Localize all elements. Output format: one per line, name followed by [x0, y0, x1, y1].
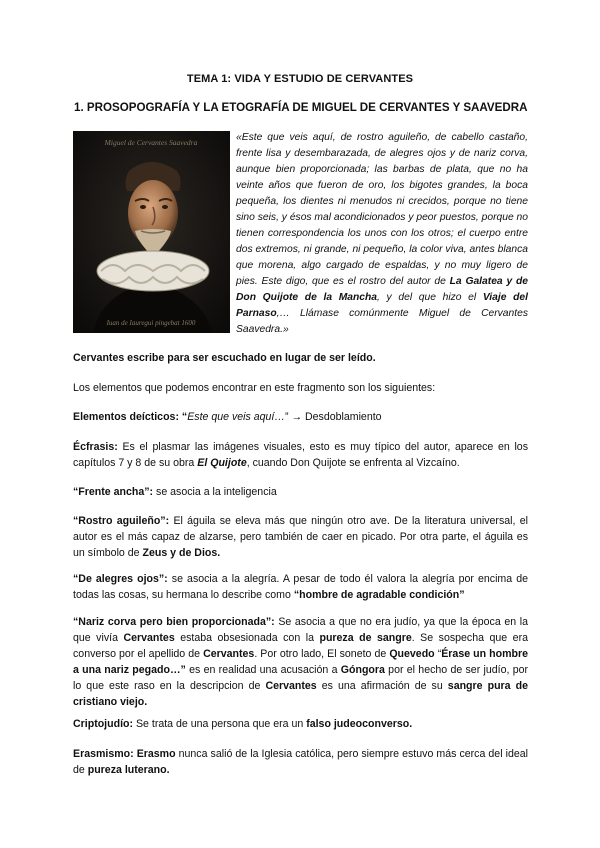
paragraph-escuchado: Cervantes escribe para ser escuchado en lugar de ser leído. — [73, 352, 376, 364]
paragraph-nariz-corva: “Nariz corva pero bien proporcionada”: Se asocia a que no era judío, ya que la época en la que vivía Cervantes estaba obsesionada con la pureza de sangre. Se sospecha que era converso por el apellido de Cervantes. Por otro lado, El soneto de Quevedo “Érase un hombre a una nariz pegado…” es en realidad una acusación a Góngora por el hecho de ser judío, por lo que este raso en la descripcion de Cervantes es una afirmación de su sangre pura de cristiano viejo. — [73, 616, 529, 708]
page-title: TEMA 1: VIDA Y ESTUDIO DE CERVANTES — [186, 73, 414, 85]
quote-works-title: La Galatea y de Don Quijote de la Mancha — [236, 276, 528, 303]
paragraph-frente-ancha: “Frente ancha”: se asocia a la inteligencia — [73, 486, 277, 498]
cervantes-portrait-image — [73, 131, 230, 333]
paragraph-rostro-aguileno: “Rostro aguileño”: El águila se eleva más que ningún otro ave. De la literatura universal, el autor es el más capaz de alzarse, pero también de caer en picado. Por otra parte, el águila es un símbolo de Zeus y de Dios. — [73, 515, 529, 559]
paragraph-deicticos: Elementos deícticos: “Este que veis aquí…” → Desdoblamiento — [73, 411, 382, 423]
section-heading: 1. PROSOPOGRAFÍA Y LA ETOGRAFÍA DE MIGUEL DE CERVANTES Y SAAVEDRA — [74, 101, 528, 114]
paragraph-ecfrasis: Écfrasis: Es el plasmar las imágenes visuales, esto es muy típico del autor, aparece en los capítulos 7 y 8 de su obra El Quijote, cuando Don Quijote se enfrenta al Vizcaíno. — [73, 441, 528, 469]
portrait-inscription-bottom: Iuan de Iauregui pingebat 1600 — [106, 319, 196, 327]
paragraph-criptojudio: Criptojudío: Se trata de una persona que era un falso judeoconverso. — [73, 718, 413, 730]
quote-viaje-title: Viaje del Parnaso — [236, 292, 529, 319]
cervantes-quote: «Este que veis aquí, de rostro aguileño, de cabello castaño, frente lisa y desembarazada, de alegres ojos y de nariz corva, aunque bien proporcionada; las barbas de plata, que no ha veinte años que fueron de oro, los bigotes grandes, la boca pequeña, los dientes ni menudos ni crecidos, porque no tiene sino seis, y ésos mal acondicionados y peor puestos, porque no tienen correspondencia los unos con los otros; el cuerpo entre dos extremos, ni grande, ni pequeño, la color viva, antes blanca que morena, algo cargado de espaldas, y no muy ligero de pies. Este digo, que es el rostro del autor de La Galatea y de Don Quijote de la Mancha, y del que hizo el Viaje del Parnaso,… Llámase comúnmente Miguel de Cervantes Saavedra.» — [236, 132, 529, 335]
paragraph-alegres-ojos: “De alegres ojos”: se asocia a la alegría. A pesar de todo él valora la alegría por encima de todas las cosas, su hermana lo describe como “hombre de agradable condición” — [73, 573, 528, 601]
paragraph-elementos-intro: Los elementos que podemos encontrar en este fragmento son los siguientes: — [73, 382, 436, 394]
portrait-inscription-top: Miguel de Cervantes Saavedra — [104, 138, 198, 147]
paragraph-erasmismo: Erasmismo: Erasmo nunca salió de la Iglesia católica, pero siempre estuvo más cerca del ideal de pureza luterano. — [73, 748, 528, 776]
